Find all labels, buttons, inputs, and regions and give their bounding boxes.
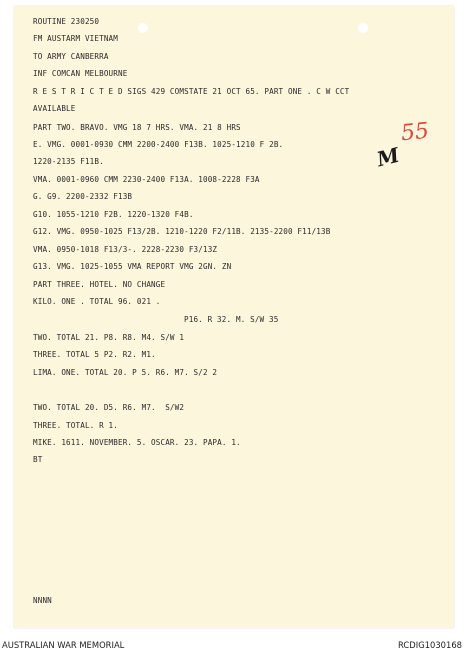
message-line: NNNN: [33, 596, 52, 605]
message-line: P16. R 32. M. S/W 35: [184, 315, 279, 324]
message-line: AVAILABLE: [33, 104, 76, 113]
message-line: THREE. TOTAL 5 P2. R2. M1.: [33, 350, 156, 359]
message-line: FM AUSTARM VIETNAM: [33, 34, 118, 43]
message-line: 1220-2135 F11B.: [33, 157, 104, 166]
message-line: G13. VMG. 1025-1055 VMA REPORT VMG 2GN. ZN: [33, 262, 232, 271]
message-line: PART TWO. BRAVO. VMG 18 7 HRS. VMA. 21 8 HRS: [33, 123, 241, 132]
message-line: VMA. 0950-1018 F13/3-. 2228-2230 F3/13Z: [33, 245, 218, 254]
message-line: TWO. TOTAL 20. D5. R6. M7. S/W2: [33, 403, 185, 412]
punch-hole: [138, 23, 148, 33]
message-line: PART THREE. HOTEL. NO CHANGE: [33, 280, 166, 289]
handwritten-black-annotation: M: [374, 142, 402, 172]
message-line: LIMA. ONE. TOTAL 20. P 5. R6. M7. S/2 2: [33, 368, 218, 377]
message-line: TO ARMY CANBERRA: [33, 52, 109, 61]
footer-source-label: AUSTRALIAN WAR MEMORIAL: [2, 640, 125, 650]
message-line: THREE. TOTAL. R 1.: [33, 421, 118, 430]
handwritten-red-annotation: 55: [399, 118, 431, 147]
punch-hole: [358, 23, 368, 33]
message-line: VMA. 0001-0960 CMM 2230-2400 F13A. 1008-2228 F3A: [33, 175, 260, 184]
message-line: G. G9. 2200-2332 F13B: [33, 192, 133, 201]
message-line: ROUTINE 230250: [33, 17, 100, 26]
message-line: G10. 1055-1210 F2B. 1220-1320 F4B.: [33, 210, 194, 219]
footer-reference-id: RCDIG1030168: [398, 640, 462, 650]
message-line: INF COMCAN MELBOURNE: [33, 69, 128, 78]
message-line: E. VMG. 0001-0930 CMM 2200-2400 F13B. 1025-1210 F 2B.: [33, 140, 284, 149]
message-line: MIKE. 1611. NOVEMBER. 5. OSCAR. 23. PAPA. 1.: [33, 438, 241, 447]
message-line: BT: [33, 455, 43, 464]
message-line: G12. VMG. 0950-1025 F13/2B. 1210-1220 F2/11B. 2135-2200 F11/13B: [33, 227, 331, 236]
message-line: KILO. ONE . TOTAL 96. 021 .: [33, 297, 161, 306]
message-line: R E S T R I C T E D SIGS 429 COMSTATE 21 OCT 65. PART ONE . C W CCT: [33, 87, 350, 96]
message-line: TWO. TOTAL 21. P8. R8. M4. S/W 1: [33, 333, 185, 342]
